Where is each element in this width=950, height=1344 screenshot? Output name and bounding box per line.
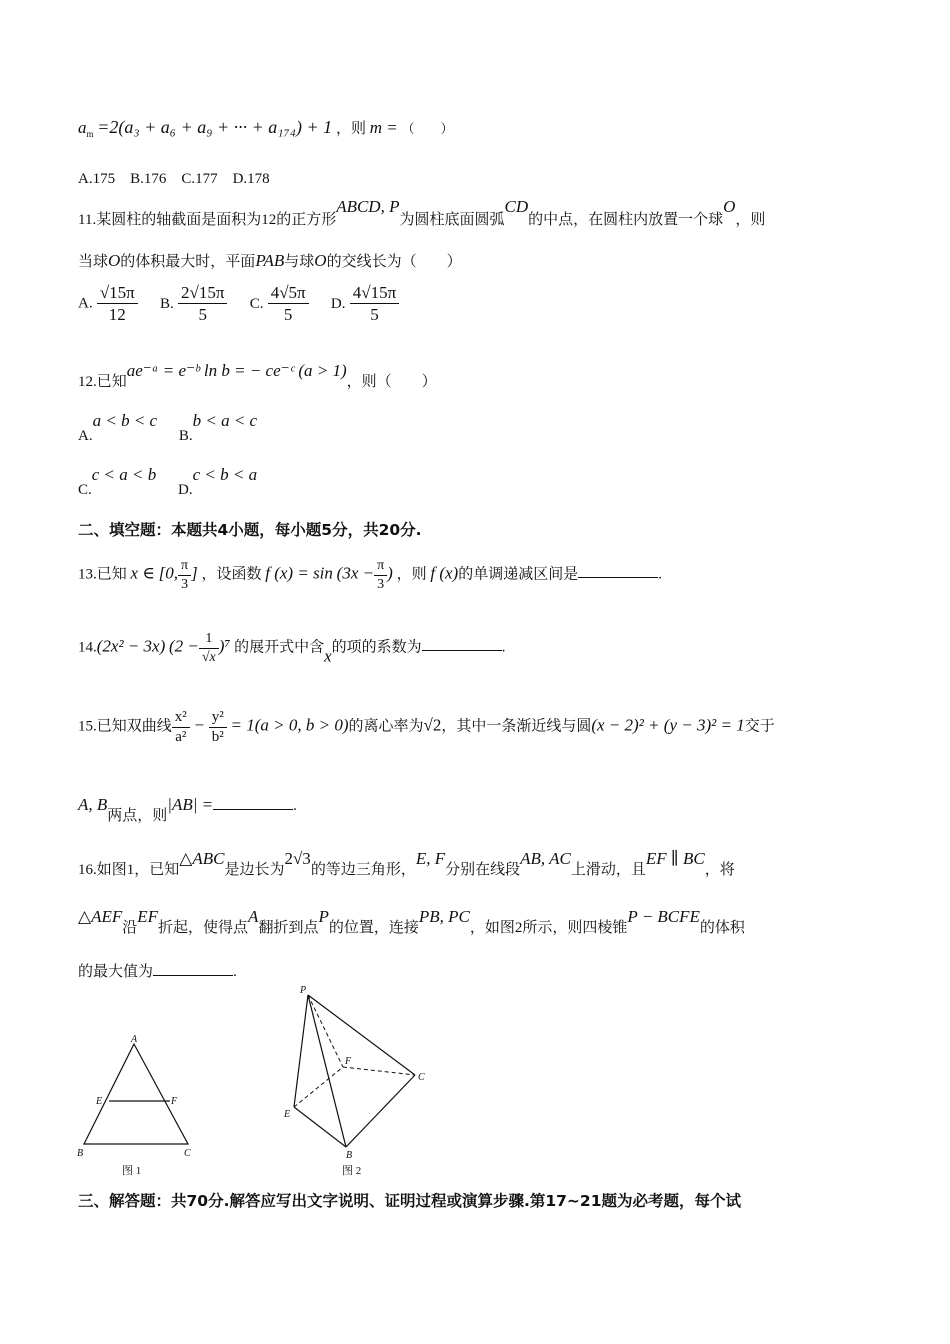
- q14-line: [78, 630, 505, 667]
- q14-end: .: [501, 639, 506, 656]
- q13-interval-r: ]: [191, 563, 198, 583]
- q12-tail: ，则（ ）: [346, 374, 437, 390]
- q12-opt-a-label: A.: [78, 428, 93, 444]
- q15-ab: A, B: [78, 795, 108, 814]
- q10-lhs-sub: m: [86, 129, 94, 139]
- fig2-edge-bc: [346, 1075, 415, 1147]
- fig1-label-c: C: [184, 1148, 191, 1159]
- q15-abs-ab: |AB| =: [167, 795, 214, 814]
- q15-x2-over-a2: [172, 708, 190, 747]
- q12-opt-d-label: D.: [178, 482, 193, 498]
- q11-pab: PAB: [255, 251, 285, 270]
- q14-prefix: 14.: [78, 639, 97, 656]
- q11-opt-a-label: A.: [78, 295, 93, 312]
- q11-opt-b-den: 5: [198, 305, 207, 325]
- q11-opt-c: [268, 282, 309, 326]
- q16-parallel: EF ∥ BC: [645, 849, 705, 868]
- q11-opt-a: [97, 282, 138, 326]
- q16-l2-pyr: P − BCFE: [627, 907, 700, 926]
- q12-opt-d: c < b < a: [192, 465, 258, 484]
- q15-mid1: 的离心率为: [348, 718, 424, 735]
- q13-three-b: 3: [377, 576, 385, 592]
- q13-x-in: x ∈: [130, 563, 155, 583]
- fig2-edge-eb: [294, 1107, 346, 1147]
- q12-opt-b-label: B.: [178, 428, 193, 444]
- q10-options: A.175 B.176 C.177 D.178: [78, 171, 270, 187]
- fig2-label-e: E: [284, 1109, 291, 1120]
- q16-l2c: 翻折到点: [258, 920, 319, 936]
- q11-o2: O: [108, 251, 121, 270]
- q15-end: .: [293, 798, 297, 814]
- q11-opt-c-den: 5: [283, 305, 293, 325]
- q13-interval-l: [0,: [158, 563, 179, 583]
- fig2-caption: 图 2: [342, 1165, 362, 1177]
- q11-opt-c-num: 4√5π: [268, 282, 309, 304]
- q11-l2c: 与球: [284, 254, 315, 270]
- q10-lhs: a: [78, 118, 87, 137]
- section3-title: 三、解答题：共70分.解答应写出文字说明、证明过程或演算步骤.第17~21题为必考题，每个试: [78, 1192, 741, 1210]
- fig2-label-f: F: [345, 1056, 352, 1067]
- q16-l2-A: A: [248, 907, 259, 926]
- q13-answer-blank: [578, 564, 658, 578]
- q12-line: [78, 360, 437, 392]
- q14-x: x: [324, 646, 332, 666]
- q13-prefix: 13.已知: [78, 566, 127, 583]
- q13-end: .: [658, 566, 662, 583]
- q11-mid3: ，则: [735, 212, 766, 228]
- q16-prefix: 16.如图1，已知: [78, 862, 180, 878]
- q16-end: .: [233, 964, 237, 980]
- q15-line1: [78, 708, 775, 747]
- q16-l2b: 折起，使得点: [158, 920, 249, 936]
- fig2-edge-pe: [294, 995, 308, 1107]
- q10-rhs: =2(a₃ + a₆ + a₉ + ··· + a₁₇₄) + 1: [97, 117, 333, 137]
- q15-x2: x²: [172, 708, 190, 728]
- q10-formula-line: [78, 116, 453, 140]
- q14-answer-blank: [422, 637, 502, 651]
- q13-arg-r: ): [387, 563, 393, 583]
- fig2-label-b: B: [346, 1150, 353, 1161]
- figure-1: [72, 1030, 202, 1180]
- fig1-label-f: F: [171, 1096, 178, 1107]
- q14-tail: 的项的系数为: [331, 639, 422, 656]
- q15-y2-over-b2: [209, 708, 227, 747]
- q16-l3a: 的最大值为: [78, 964, 154, 980]
- fig1-label-b: B: [77, 1148, 84, 1159]
- q15-tail: 交于: [744, 718, 775, 735]
- q14-expr-a: (2x² − 3x): [96, 636, 166, 656]
- q12-opts-ab: [78, 410, 257, 446]
- q11-l2b: 的体积最大时，平面: [120, 254, 256, 270]
- q13-fx2: f (x): [430, 563, 459, 583]
- q16-answer-blank: [153, 962, 233, 976]
- q16-l2-P: P: [318, 907, 329, 926]
- q13-tail1: ，则: [396, 566, 427, 583]
- q11-opt-b: [178, 282, 227, 326]
- q11-o: O: [723, 197, 736, 216]
- q11-line2: [78, 250, 462, 272]
- q11-opt-d-label: D.: [330, 295, 346, 312]
- q11-opt-a-den: 12: [108, 305, 126, 325]
- q11-o3: O: [314, 251, 327, 270]
- q15-minus: −: [193, 715, 205, 735]
- q13-pi-over-3: [178, 557, 191, 593]
- q12-opt-a: a < b < c: [92, 411, 158, 430]
- q12-prefix: 12.已知: [78, 374, 127, 390]
- q16-l2-ef: EF: [137, 907, 159, 926]
- q16-mid2: 的等边三角形，: [310, 862, 416, 878]
- q15-l2a: 两点，则: [107, 808, 168, 824]
- q14-sqrtx: √x: [201, 649, 216, 665]
- q16-l2f: 的体积: [699, 920, 745, 936]
- fig2-edge-pf-hidden: [308, 995, 343, 1067]
- q14-frac: [199, 630, 219, 666]
- q11-l2d: 的交线长为（ ）: [326, 254, 462, 270]
- q12-opts-cd: [78, 464, 257, 500]
- q11-opt-b-label: B.: [160, 295, 174, 312]
- q10-m-eq: m =: [369, 118, 398, 137]
- q13-arg: (3x −: [336, 563, 375, 583]
- q16-mid1: 是边长为: [224, 862, 285, 878]
- fig1-label-a: A: [131, 1034, 138, 1045]
- q13-mid: ，设函数: [201, 566, 262, 583]
- q16-l2d: 的位置，连接: [328, 920, 419, 936]
- q15-mid2: ，其中一条渐近线与圆: [441, 718, 592, 735]
- q16-mid3: 分别在线段: [445, 862, 521, 878]
- q15-circle: (x − 2)² + (y − 3)² = 1: [591, 715, 745, 735]
- q15-sqrt2: √2: [423, 715, 442, 735]
- q11-opt-a-num: √15π: [97, 282, 138, 304]
- fig1-triangle-abc: [84, 1044, 188, 1144]
- q12-opt-c-label: C.: [78, 482, 92, 498]
- q12-opt-c: c < a < b: [91, 465, 157, 484]
- fig1-label-e: E: [96, 1096, 103, 1107]
- q11-options: [78, 282, 399, 326]
- q16-mid4: 上滑动，且: [570, 862, 646, 878]
- q15-y2: y²: [209, 708, 227, 728]
- q15-answer-blank: [213, 796, 293, 810]
- q16-l2-tri: △AEF: [78, 907, 123, 926]
- q14-expr-c: )⁷: [218, 636, 231, 656]
- fig2-edge-ef-hidden: [294, 1067, 343, 1107]
- q11-opt-d-num: 4√15π: [350, 282, 399, 304]
- fig2-label-c: C: [418, 1072, 425, 1083]
- q15-b2: b²: [211, 728, 224, 745]
- q11-abcdp: ABCD, P: [336, 197, 400, 216]
- q16-tri: △ABC: [179, 849, 225, 868]
- q16-side: 2√3: [284, 849, 311, 868]
- q11-opt-d-den: 5: [370, 305, 379, 325]
- q11-cd: CD: [504, 197, 529, 216]
- q14-one: 1: [199, 630, 219, 649]
- q11-line1: [78, 196, 765, 230]
- q14-mid: 的展开式中含: [234, 639, 325, 656]
- q16-line1: [78, 848, 735, 880]
- fig2-label-p: P: [300, 985, 307, 996]
- section2-title: 二、填空题：本题共4小题，每小题5分，共20分.: [78, 521, 422, 539]
- q14-expr-b: (2 −: [168, 636, 199, 656]
- q12-opt-b: b < a < c: [192, 411, 258, 430]
- q16-ef: E, F: [415, 849, 446, 868]
- q16-l2a: 沿: [122, 920, 138, 936]
- q11-mid2: 的中点，在圆柱内放置一个球: [528, 212, 724, 228]
- fig1-caption: 图 1: [122, 1165, 142, 1177]
- q15-prefix: 15.已知双曲线: [78, 718, 172, 735]
- q13-pi: π: [178, 557, 191, 576]
- figure-2: [280, 982, 440, 1182]
- q11-opt-b-num: 2√15π: [178, 282, 227, 304]
- q13-fx: f (x) = sin: [265, 563, 333, 583]
- q15-a2: a²: [175, 728, 187, 745]
- fig2-edge-pb: [308, 995, 346, 1147]
- q12-formula: ae⁻ᵃ = e⁻ᵇ ln b = − ce⁻ᶜ (a > 1): [126, 361, 347, 380]
- q11-prefix: 11.某圆柱的轴截面是面积为12的正方形: [78, 212, 337, 228]
- q13-pi-over-3-b: [374, 557, 387, 593]
- q11-opt-c-label: C.: [249, 295, 264, 312]
- q11-opt-d: [350, 282, 399, 326]
- q16-tail1: ，将: [704, 862, 735, 878]
- q10-paren: （ ）: [401, 121, 454, 136]
- fig2-edge-fc-hidden: [343, 1067, 415, 1075]
- q13-pi-b: π: [374, 557, 387, 576]
- q15-eq: = 1(a > 0, b > 0): [230, 715, 349, 735]
- q13-line: [78, 557, 662, 593]
- q13-tail2: 的单调递减区间是: [458, 566, 579, 583]
- q11-mid1: 为圆柱底面圆弧: [399, 212, 505, 228]
- q10-tail: ，则: [335, 121, 366, 137]
- fig2-edge-pc: [308, 995, 415, 1075]
- q16-abac: AB, AC: [520, 849, 571, 868]
- q16-l2-pbpc: PB, PC: [418, 907, 470, 926]
- q16-l2e: ，如图2所示，则四棱锥: [469, 920, 628, 936]
- q11-l2a: 当球: [78, 254, 109, 270]
- q15-line2: [78, 794, 297, 826]
- q16-line3: [78, 962, 237, 982]
- q13-three: 3: [181, 576, 189, 592]
- q16-line2: [78, 906, 745, 938]
